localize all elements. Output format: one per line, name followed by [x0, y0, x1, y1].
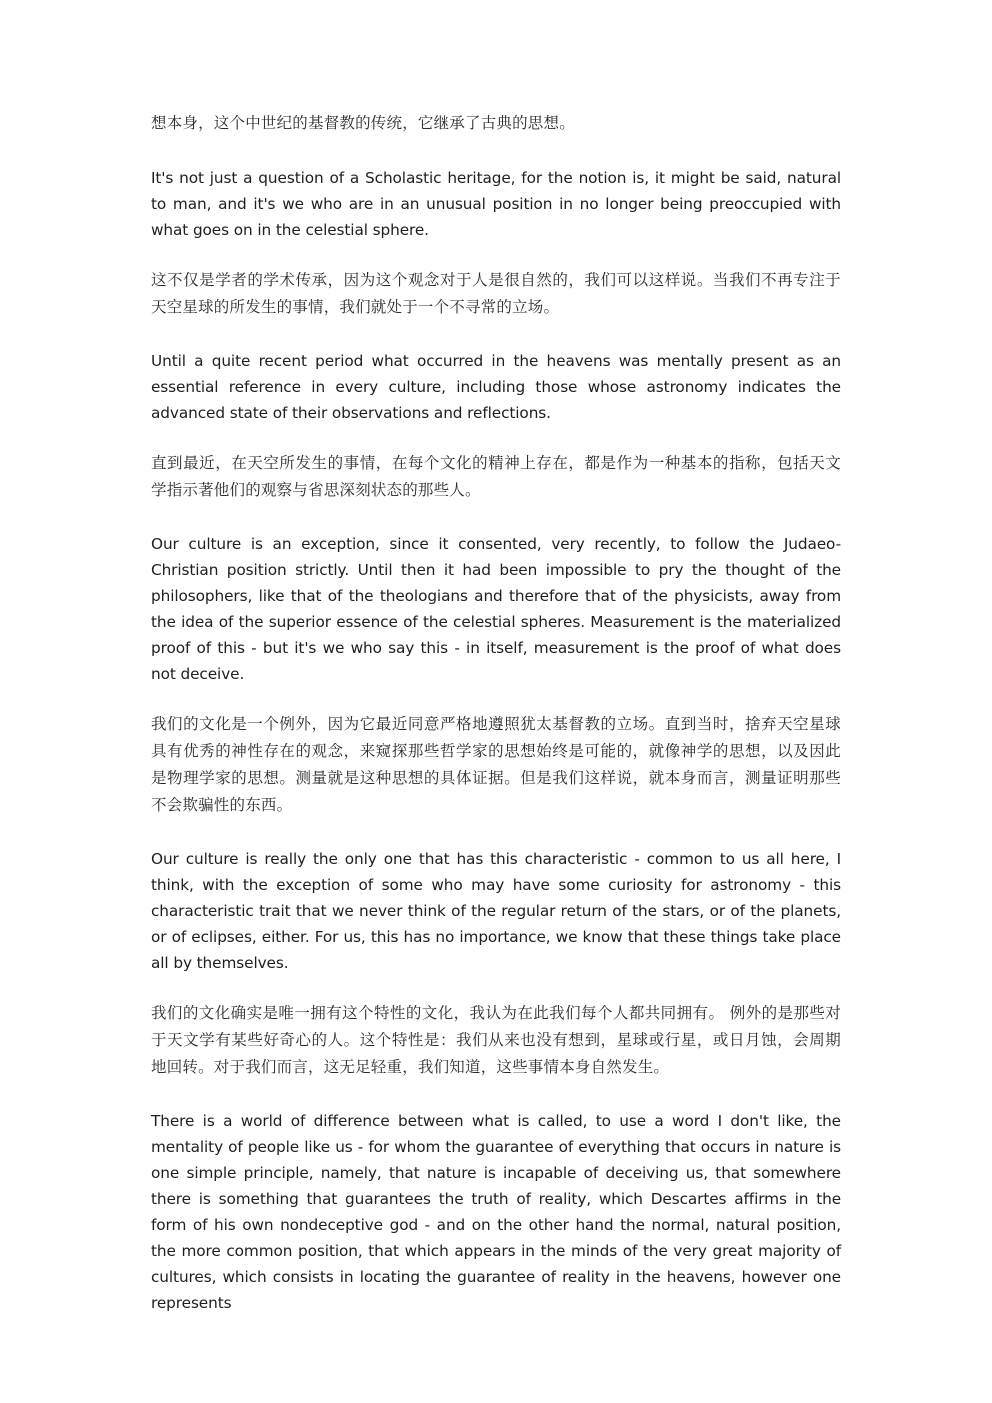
paragraph-en-5: There is a world of difference between what is called, to use a word I don't like, the mentality of people like us - for whom the guarantee of everything that occurs in nature is one simple principle, namely, that nature is incapable of deceiving us, that somewhere there is something that guarantees the truth of reality, which Descartes affirms in the form of his own nondeceptive god - and on the other hand the normal, natural position, the more common position, that which appears in the minds of the very great majority of cultures, which consists in locating the guarantee of reality in the heavens, however one represents — [151, 1112, 841, 1312]
paragraph-en-4: Our culture is really the only one that has this characteristic - common to us all here, I think, with the exception of some who may have some curiosity for astronomy - this characteristic trait that we never think of the regular return of the stars, or of the planets, or of eclipses, either. For us, this has no importance, we know that these things take place all by themselves. — [151, 850, 841, 972]
paragraph-zh-3: 直到最近，在天空所发生的事情，在每个文化的精神上存在，都是作为一种基本的指称，包括天文学指示著他们的观察与省思深刻状态的那些人。 — [151, 454, 841, 499]
paragraph-en-2: Until a quite recent period what occurred in the heavens was mentally present as an essential reference in every culture, including those whose astronomy indicates the advanced state of their observations and reflections. — [151, 352, 841, 422]
paragraph-zh-2: 这不仅是学者的学术传承，因为这个观念对于人是很自然的，我们可以这样说。当我们不再专注于天空星球的所发生的事情，我们就处于一个不寻常的立场。 — [151, 271, 841, 316]
paragraph-zh-4: 我们的文化是一个例外，因为它最近同意严格地遵照犹太基督教的立场。直到当时，捨弃天空星球具有优秀的神性存在的观念，来窥探那些哲学家的思想始终是可能的，就像神学的思想，以及因此是物理学家的思想。测量就是这种思想的具体证据。但是我们这样说，就本身而言，测量证明那些不会欺骗性的东西。 — [151, 715, 841, 814]
document-page — [151, 110, 841, 1316]
paragraph-zh-5: 我们的文化确实是唯一拥有这个特性的文化，我认为在此我们每个人都共同拥有。 例外的是那些对于天文学有某些好奇心的人。这个特性是：我们从来也没有想到，星球或行星，或日月蚀，会周期地回转。对于我们而言，这无足轻重，我们知道，这些事情本身自然发生。 — [151, 1004, 841, 1076]
paragraph-en-3: Our culture is an exception, since it consented, very recently, to follow the Judaeo-Christian position strictly. Until then it had been impossible to pry the thought of the philosophers, like that of the theologians and therefore that of the physicists, away from the idea of the superior essence of the celestial spheres. Measurement is the materialized proof of this - but it's we who say this - in itself, measurement is the proof of what does not deceive. — [151, 535, 841, 683]
paragraph-zh-1: 想本身，这个中世纪的基督教的传统，它继承了古典的思想。 — [151, 114, 575, 132]
paragraph-en-1: It's not just a question of a Scholastic heritage, for the notion is, it might be said, natural to man, and it's we who are in an unusual position in no longer being preoccupied with what goes on in the celestial sphere. — [151, 169, 841, 239]
